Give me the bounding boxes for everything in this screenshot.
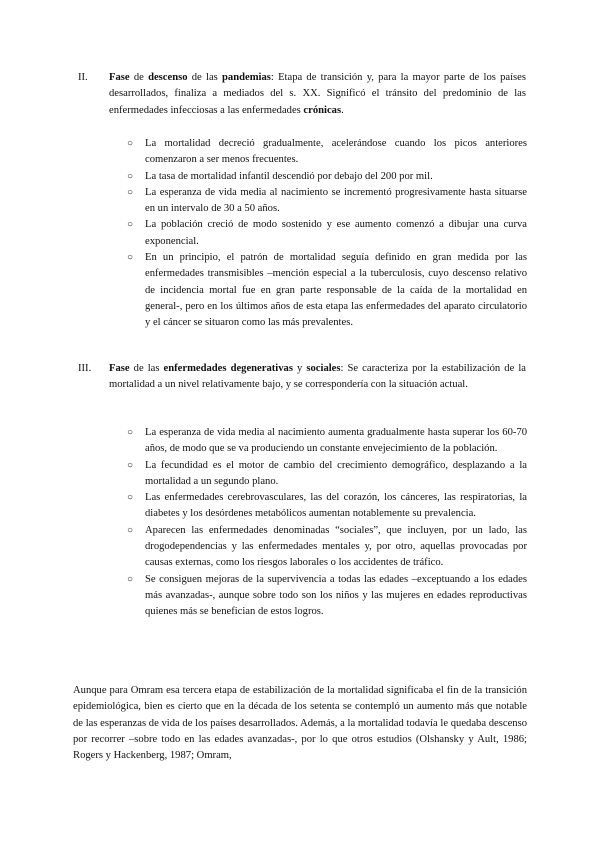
text-run: de las [187,72,223,83]
text-run: crónicas [303,104,342,116]
bullet-circle-icon: ○ [127,170,134,182]
bullet-circle-icon: ○ [127,219,134,231]
text-run: sociales [306,363,341,374]
bullet-circle-icon: ○ [127,138,134,149]
list-item-text: La mortalidad decreció gradualmente, acelerándose cuando los picos anteriores comenzaron a ser menos frecuentes. [145,138,527,166]
list-item [127,572,527,621]
list-item [127,185,527,218]
text-run: pandemias [222,72,271,83]
bullet-circle-icon: ○ [127,186,134,198]
section-iii-number: III. [78,363,92,374]
list-item-text: La población creció de modo sostenido y ese aumento comenzó a dibujar una curva exponencial. [145,219,527,247]
list-item [127,458,527,491]
list-item-text: Se consiguen mejoras de la supervivencia a todas las edades –exceptuando a los edades más avanzadas-, aunque sobre todo son los niños y las mujeres en edades reproductivas quienes más se benefician de estos logros. [145,573,527,618]
list-item-text: En un principio, el patrón de mortalidad seguía definido en gran medida por las enfermedades transmisibles –mención especial a la tuberculosis, cuyo descenso relativo de incidencia mortal fue en gran parte responsable de la caída de la mortalidad en general-, pero en los últimos años de esta etapa las enfermedades del aparato circulatorio y el cáncer se situaron como las más prevalentes. [145,252,527,329]
list-item [127,523,527,572]
bullet-circle-icon: ○ [127,427,134,438]
list-item-text: La esperanza de vida media al nacimiento aumenta gradualmente hasta superar los 60-70 años, de modo que se va produciendo un constante envejecimiento de la población. [145,427,527,455]
text-run: : Etapa de transición y, para la mayor parte de los países desarrollados, finaliza a mediados del s. XX. Significó el tránsito del predominio de las enfermedades infecciosas a las enfermedades [109,72,526,116]
text-run: y [292,363,307,374]
closing-paragraph: Aunque para Omram esa tercera etapa de estabilización de la mortalidad significaba el fin de la transición epidemiológica, bien es cierto que en la década de los setenta se contempló un aumento más que notable de las esperanzas de vida de los países desarrollados. Además, a la mortalidad todavía le quedaba descenso por recorrer –sobre todo en las edades avanzadas-, por lo que otros estudios (Olshansky y Ault, 1986; Rogers y Hackenberg, 1987; Omram, [73,685,527,762]
section-ii-bullet-list [127,136,527,332]
bullet-circle-icon: ○ [127,573,134,585]
list-item-text: La fecundidad es el motor de cambio del crecimiento demográfico, desplazando a la mortalidad a un segundo plano. [145,459,527,487]
bullet-circle-icon: ○ [127,252,134,264]
section-iii-bullet-list [127,425,527,621]
text-run: enfermedades degenerativas [163,363,293,374]
text-run: Fase [109,363,130,374]
bullet-circle-icon: ○ [127,524,134,536]
list-item-text: Aparecen las enfermedades denominadas “sociales”, que incluyen, por un lado, las drogodependencias y las enfermedades mentales y, por otro, aquellas provocadas por causas externas, como los riesgos laborales o los accidentes de tráfico. [145,524,527,569]
bullet-circle-icon: ○ [127,459,134,471]
bullet-circle-icon: ○ [127,492,134,504]
list-item-text: La esperanza de vida media al nacimiento se incrementó progresivamente hasta situarse en un intervalo de 30 a 50 años. [145,186,527,215]
text-run: . [341,104,344,116]
list-item [127,250,527,331]
section-iii [78,361,526,394]
section-iii-heading-text [109,361,526,394]
list-item [127,425,527,458]
text-run: de [129,72,149,83]
text-run: descenso [148,72,188,83]
list-item-text: Las enfermedades cerebrovasculares, las del corazón, los cánceres, las respiratorias, la diabetes y los desórdenes metabólicos aumentan notablemente su prevalencia. [145,492,527,520]
text-run: : Se caracteriza por la estabilización de la mortalidad a un nivel relativamente bajo, y se correspondería con la situación actual. [109,363,526,391]
list-item [127,217,527,250]
list-item [127,490,527,523]
section-ii-number: II. [78,72,88,83]
list-item-text: La tasa de mortalidad infantil descendió por debajo del 200 por mil. [145,170,433,182]
section-ii-heading-text [109,70,526,119]
text-run: Fase [109,72,130,83]
text-run: de las [129,363,164,374]
list-item [127,169,527,185]
section-ii [78,70,526,119]
list-item [127,136,527,169]
